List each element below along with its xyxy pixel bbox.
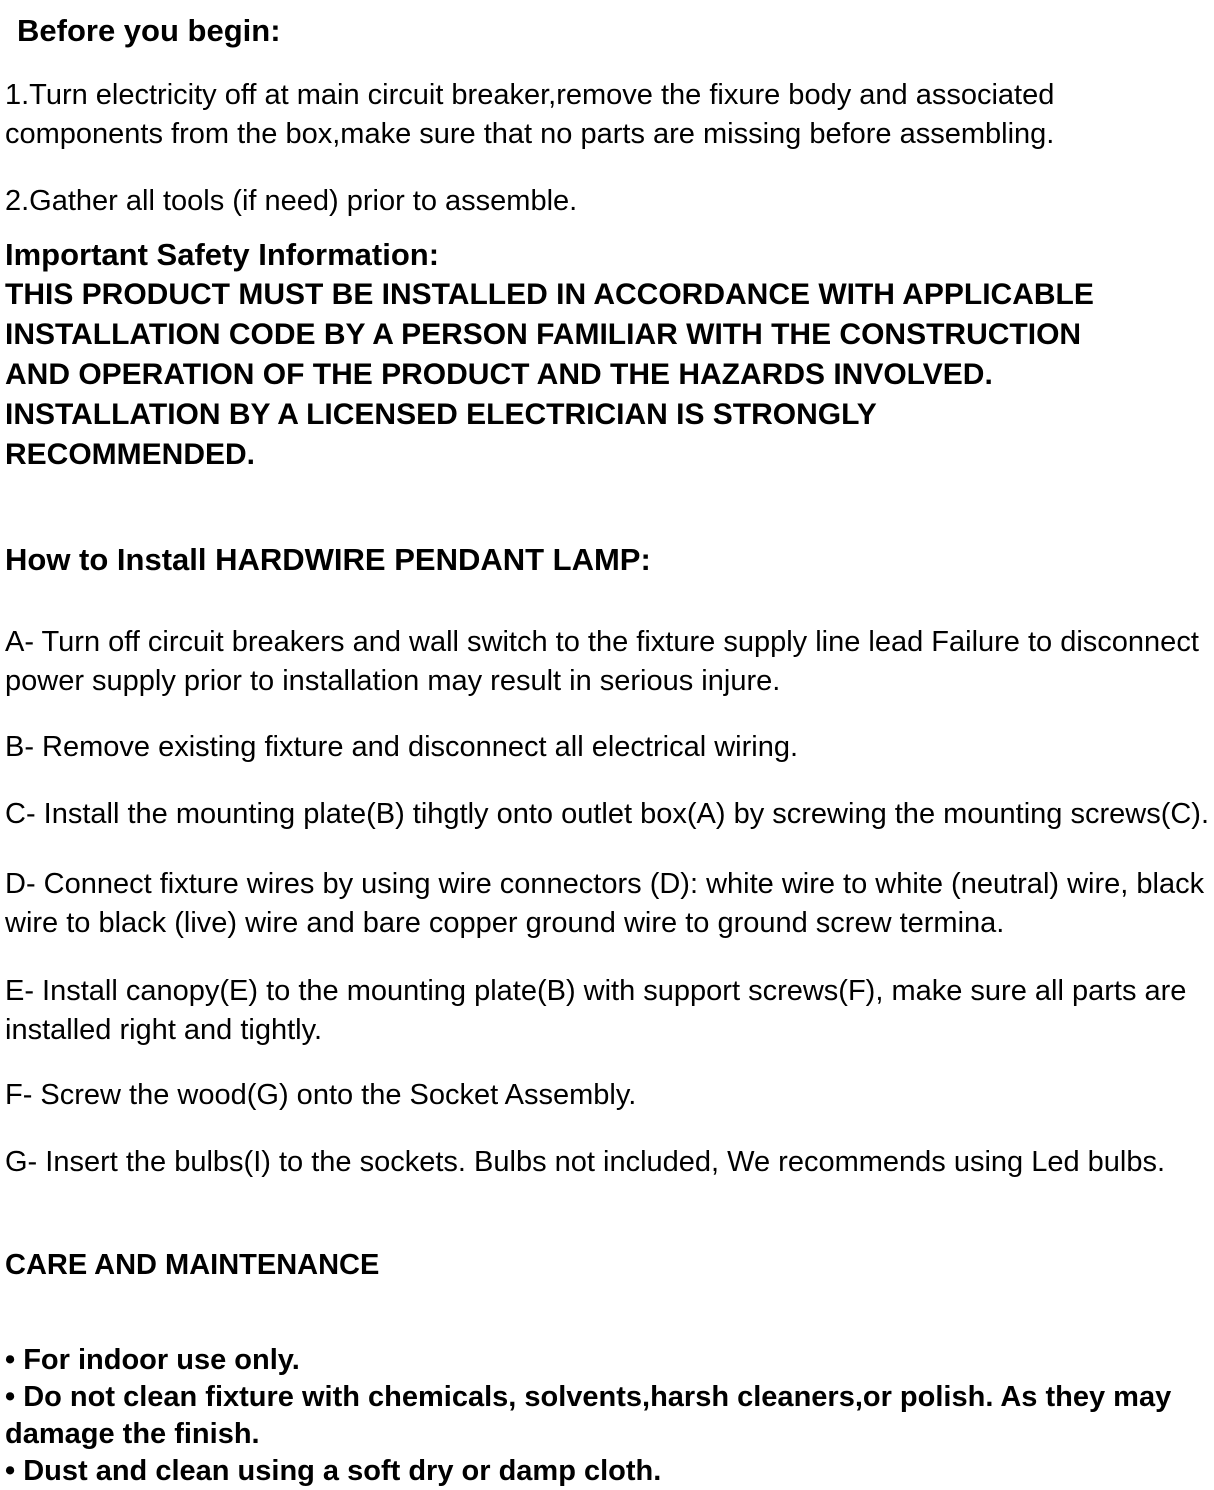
safety-warning-line: RECOMMENDED. xyxy=(5,438,256,471)
para-step-c xyxy=(5,795,1210,834)
care-bullet: • Dust and clean using a soft dry or damp cloth. xyxy=(5,1455,662,1487)
text-line: G- Insert the bulbs(I) to the sockets. Bulbs not included, We recommends using Led bulbs. xyxy=(5,1146,1166,1178)
text-line: D- Connect fixture wires by using wire connectors (D): white wire to white (neutral) wire, black xyxy=(5,868,1205,900)
para-step-e xyxy=(5,972,1210,1050)
para-step-a xyxy=(5,623,1210,701)
safety-warning-line: AND OPERATION OF THE PRODUCT AND THE HAZARDS INVOLVED. xyxy=(5,358,993,391)
care-bullet: • Do not clean fixture with chemicals, solvents,harsh cleaners,or polish. As they may xyxy=(5,1381,1172,1413)
text-line: C- Install the mounting plate(B) tihgtly onto outlet box(A) by screwing the mounting screws(C). xyxy=(5,798,1210,830)
para-pre-step-1 xyxy=(5,76,1210,154)
text-line: components from the box,make sure that no parts are missing before assembling. xyxy=(5,118,1055,150)
text-line: power supply prior to installation may result in serious injure. xyxy=(5,665,781,697)
care-bullet-continuation: damage the finish. xyxy=(5,1418,260,1450)
para-step-f xyxy=(5,1076,1210,1115)
text-line: 2.Gather all tools (if need) prior to assemble. xyxy=(5,185,578,217)
text-line: 1.Turn electricity off at main circuit breaker,remove the fixure body and associated xyxy=(5,79,1055,111)
safety-warning-text xyxy=(5,275,1210,475)
para-step-g xyxy=(5,1143,1210,1182)
text-line: B- Remove existing fixture and disconnect all electrical wiring. xyxy=(5,731,799,763)
heading-before-you-begin: Before you begin: xyxy=(17,13,281,48)
text-line: F- Screw the wood(G) onto the Socket Assembly. xyxy=(5,1079,637,1111)
text-line: A- Turn off circuit breakers and wall switch to the fixture supply line lead Failure to disconnect xyxy=(5,626,1199,658)
para-step-b xyxy=(5,728,1210,767)
text-line: installed right and tightly. xyxy=(5,1014,323,1046)
heading-how-to-install: How to Install HARDWIRE PENDANT LAMP: xyxy=(5,542,651,577)
para-pre-step-2 xyxy=(5,182,1210,221)
safety-warning-line: THIS PRODUCT MUST BE INSTALLED IN ACCORDANCE WITH APPLICABLE xyxy=(5,278,1094,311)
text-line: E- Install canopy(E) to the mounting plate(B) with support screws(F), make sure all parts are xyxy=(5,975,1187,1007)
heading-care-and-maintenance: CARE AND MAINTENANCE xyxy=(5,1249,380,1281)
safety-warning-line: INSTALLATION CODE BY A PERSON FAMILIAR WITH THE CONSTRUCTION xyxy=(5,318,1082,351)
care-bullet-list xyxy=(5,1342,1210,1490)
safety-warning-line: INSTALLATION BY A LICENSED ELECTRICIAN IS STRONGLY xyxy=(5,398,877,431)
para-step-d xyxy=(5,865,1210,943)
heading-safety-information: Important Safety Information: xyxy=(5,237,440,272)
care-bullet: • For indoor use only. xyxy=(5,1344,300,1376)
text-line: wire to black (live) wire and bare copper ground wire to ground screw termina. xyxy=(5,907,1005,939)
